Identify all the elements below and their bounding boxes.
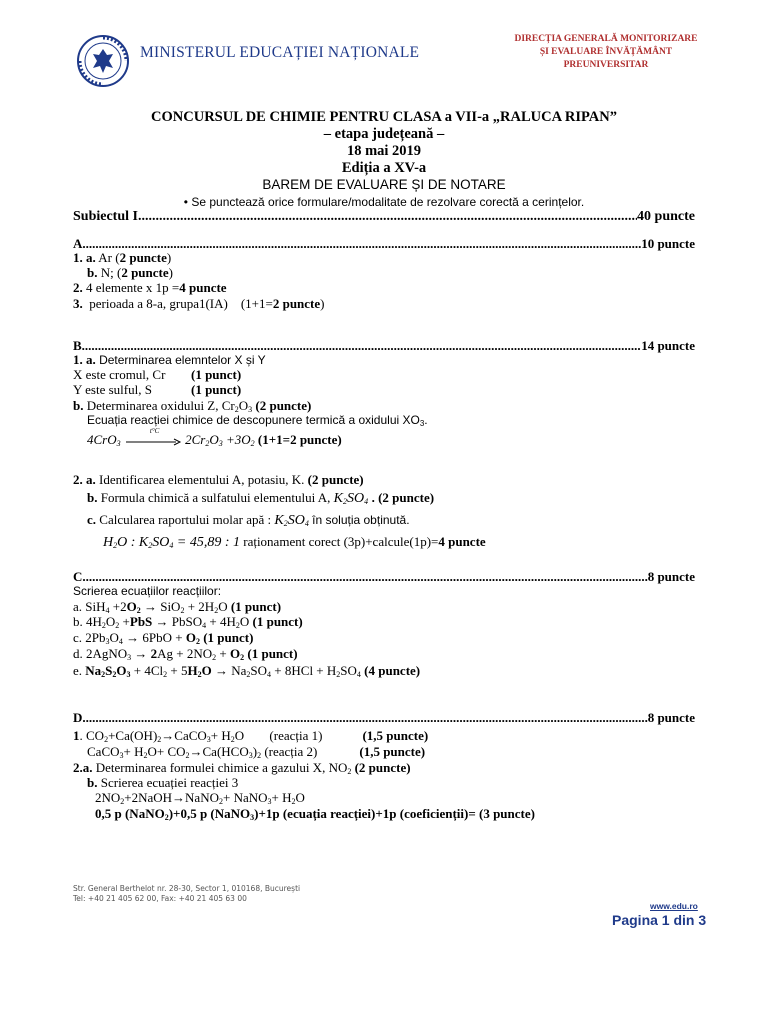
- b-line-7: [73, 472, 364, 487]
- b-line-8: [73, 490, 434, 506]
- item-number: 1. a.: [73, 250, 96, 265]
- item-end: ): [320, 296, 325, 311]
- item-text: )+1p (ecuația reacției)+1p (coeficienții)= (3 puncte): [254, 806, 535, 821]
- reaction-arrow: [124, 426, 182, 449]
- item-points: 2 puncte: [119, 250, 167, 265]
- section-d-heading: [73, 710, 695, 726]
- item-text: N; (: [97, 265, 122, 280]
- c-intro: Scrierea ecuațiilor reacțiilor:: [73, 584, 222, 598]
- item-text: )+0,5 p (NaNO: [168, 806, 251, 821]
- reaction-tag: (reacția 2): [264, 744, 318, 759]
- item-points: (1 punct): [230, 599, 282, 614]
- section-a-label: A.: [73, 236, 86, 251]
- subject-label: Subiectul I: [73, 209, 138, 224]
- b-line-2: [73, 367, 241, 382]
- item-points: . (2 puncte): [371, 490, 435, 505]
- footer-phone: Tel: +40 21 405 62 00, Fax: +40 21 405 63 00: [73, 894, 247, 903]
- a-line-4: [73, 296, 325, 311]
- item-text: Scrierea ecuației reacției 3: [97, 775, 239, 790]
- item-points: 4 puncte: [438, 534, 486, 549]
- item-points: (2 puncte): [255, 398, 312, 413]
- item-number: 1. a.: [73, 352, 96, 367]
- b-line-6-equation: [73, 426, 342, 449]
- item-number: 2.: [73, 280, 83, 295]
- section-b-points: 14 puncte: [641, 338, 695, 353]
- c-line-a: a. $SiH_4 +2O_2 \to SiO_2 + 2H_2O$ (1 punct): [73, 599, 282, 615]
- b-line-5: Ecuația reacției chimice de descopunere termică a oxidului $XO_3$.: [87, 413, 428, 428]
- c-line-d: d. 2AgNO$_3$ → $2Ag + 2NO_2 + O_2$ (1 punct): [73, 646, 298, 662]
- d-line-4: [73, 775, 238, 790]
- item-text: Y este sulful, S: [73, 382, 152, 397]
- item-points: (1 punct): [252, 614, 303, 629]
- item-number: 3.: [73, 296, 83, 311]
- item-points: (1+1=2 puncte): [257, 432, 342, 447]
- date-title: 18 mai 2019: [346, 143, 422, 159]
- contest-title: CONCURSUL DE CHIMIE PENTRU CLASA a VII-a „RALUCA RIPAN”: [151, 109, 617, 125]
- item-number: b.: [73, 398, 84, 413]
- item-number: 2. a.: [73, 472, 96, 487]
- footer-address: Str. General Berthelot nr. 28-30, Sector 1, 010168, București: [73, 884, 301, 893]
- section-c-points: 8 puncte: [647, 569, 695, 584]
- item-text: 4 elemente x 1p =: [82, 280, 180, 295]
- government-seal-logo: [76, 34, 130, 88]
- item-points: (1 punct): [247, 646, 298, 661]
- reaction-tag: (reacția 1): [269, 728, 323, 743]
- d-line-5: $2NO_2+2NaOH\to NaNO_2+$ NaNO$_3$+ $H_2O$: [95, 790, 305, 806]
- item-points: (1 punct): [203, 630, 254, 645]
- item-number: 2.a.: [73, 760, 93, 775]
- item-points: (1,5 puncte): [362, 728, 429, 743]
- formula: $K_2SO_4$: [333, 491, 369, 506]
- item-points: (1 punct): [191, 382, 242, 397]
- a-line-1: [73, 250, 171, 265]
- item-text: X este cromul, Cr: [73, 367, 166, 382]
- section-d-label: D.: [73, 710, 86, 725]
- equation-reactant: 4CrO$_3$: [87, 432, 121, 448]
- item-text: Formula chimică a sulfatului elementului A,: [97, 490, 334, 505]
- ratio-value: = 45,89 : 1: [173, 535, 240, 550]
- item-text: în soluția obținută.: [308, 513, 410, 527]
- subject-points: 40 puncte: [637, 209, 695, 224]
- a-line-2: [73, 265, 173, 280]
- page-number: Pagina 1 din 3: [612, 912, 707, 928]
- item-points: (2 puncte): [354, 760, 411, 775]
- directia-block: [470, 33, 742, 72]
- item-points: 4 puncte: [179, 280, 227, 295]
- item-text: Calcularea raportului molar apă :: [96, 512, 275, 527]
- item-text: 0,5 p (NaNO: [95, 806, 165, 821]
- item-end: ): [168, 265, 173, 280]
- d-line-1: 1. $CO_2+Ca(OH)_2\to CaCO_3+ H_2O$ (reacția 1) (1,5 puncte): [73, 728, 429, 744]
- item-text: Ar (: [95, 250, 120, 265]
- edition-title: Ediția a XV-a: [341, 160, 427, 176]
- item-points: 2 puncte: [272, 296, 321, 311]
- b-line-10: [73, 534, 486, 550]
- c-line-e: e. $Na_2S_2O_3 + 4Cl_2 + 5H_2O \to Na_2SO_4 + 8HCl + H_2SO_4$ (4 puncte): [73, 663, 421, 679]
- item-points: (1,5 puncte): [359, 744, 426, 759]
- section-c-heading: [73, 569, 695, 585]
- section-d-points: 8 puncte: [647, 710, 695, 725]
- item-points: (4 puncte): [364, 663, 421, 678]
- item-text: raționament corect (3p)+calcule(1p)=: [239, 534, 439, 549]
- item-text: Identificarea elementului A, potasiu, K.: [95, 472, 308, 487]
- barem-title: BAREM DE EVALUARE ȘI DE NOTARE: [262, 177, 506, 192]
- c-line-c: c. $2Pb_3O_4 \to 6PbO + O_2$ (1 punct): [73, 630, 254, 646]
- item-points: (2 puncte): [307, 472, 364, 487]
- a-line-3: [73, 280, 227, 295]
- footer-address-block: [73, 884, 300, 904]
- c-line-b: b. $4H_2O_2 +PbS$ → PbSO$_4$ + $4H_2O$ (1 punct): [73, 614, 303, 630]
- b-line-9: [73, 512, 410, 528]
- section-c-label: C.: [73, 569, 86, 584]
- section-a-points: 10 puncte: [641, 236, 695, 251]
- item-end: ): [166, 250, 172, 265]
- formula: $K_2SO_4$: [274, 513, 309, 528]
- b-line-3: [73, 382, 241, 397]
- item-number: b.: [87, 265, 98, 280]
- item-number: c.: [87, 512, 97, 527]
- b-line-1: [73, 352, 266, 368]
- stage-title: – etapa județeană –: [323, 126, 445, 142]
- item-text: Determinarea formulei chimice a gazului X, NO: [92, 760, 348, 775]
- item-text: Determinarea elemntelor X și Y: [95, 353, 266, 367]
- d-line-3: 2.a. Determinarea formulei chimice a gazului X, $NO_2$ (2 puncte): [73, 760, 411, 776]
- item-points: 2 puncte: [121, 265, 169, 280]
- item-text: Ecuația reacției chimice de descopunere termică a oxidului XO: [87, 413, 420, 427]
- d-line-2: CaCO$_3$+ $H_2O+ CO_2\to Ca(HCO_3)_2$ (reacția 2) (1,5 puncte): [87, 744, 426, 760]
- website-link[interactable]: www.edu.ro: [650, 901, 698, 911]
- directia-line: DIRECȚIA GENERALĂ MONITORIZARE: [514, 34, 698, 44]
- formula: $_2O_3$: [234, 398, 253, 414]
- item-number: b.: [87, 775, 98, 790]
- d-line-6: 0,5 p (NaNO$_2$)+0,5 p (NaNO$_3$)+1p (ecuația reacției)+1p (coeficienții)= (3 puncte): [95, 806, 535, 822]
- formula: $H_2O$ : $K_2SO_4$: [103, 535, 174, 550]
- subject-heading: [73, 209, 695, 225]
- scoring-note: • Se punctează orice formulare/modalitate de rezolvare corectă a cerințelor.: [183, 195, 585, 209]
- equation-products: $2Cr_2O_3 +3O_2$: [185, 432, 255, 448]
- directia-line: ȘI EVALUARE ÎNVĂȚĂMÂNT: [539, 47, 673, 57]
- ministry-name: MINISTERUL EDUCAȚIEI NAȚIONALE: [140, 44, 420, 61]
- arrow-condition: t°C: [149, 426, 160, 435]
- item-number: b.: [87, 490, 98, 505]
- item-text: perioada a 8-a, grupa1(IA) (1+1=: [82, 296, 273, 311]
- directia-line: PREUNIVERSITAR: [563, 60, 649, 70]
- item-points: (1 punct): [191, 367, 242, 382]
- section-b-label: B.: [73, 338, 85, 353]
- b-line-4: [73, 398, 311, 413]
- item-text: Determinarea oxidului Z, Cr: [83, 398, 235, 413]
